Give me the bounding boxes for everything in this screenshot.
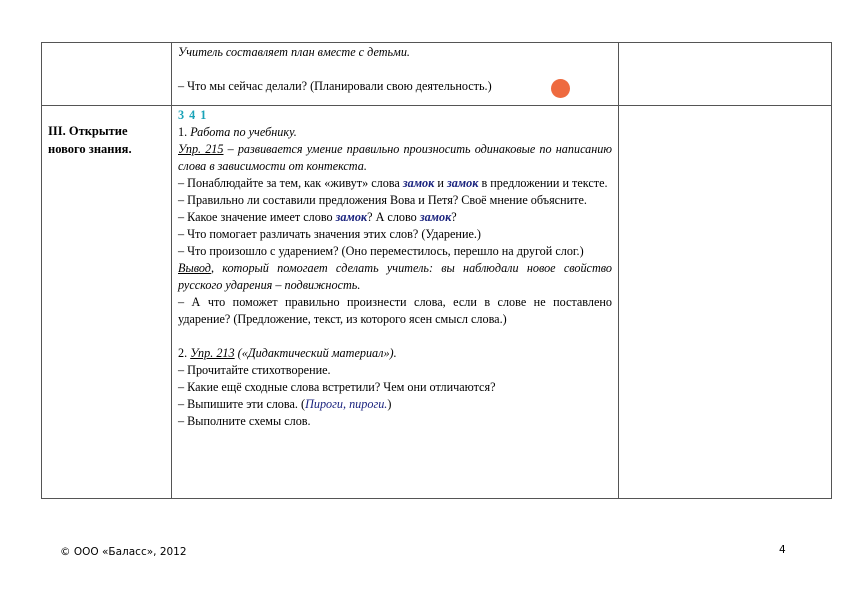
text-line: – Что произошло с ударением? (Оно переместилось, перешло на другой слог.) (178, 244, 584, 258)
stage-cell-empty (42, 43, 172, 106)
text-line: – Правильно ли составили предложения Вова и Петя? Своё мнение объясните. (178, 193, 587, 207)
lesson-table (41, 42, 832, 499)
content-cell (172, 106, 619, 499)
text-line: – Какие ещё сходные слова встретили? Чем они отличаются? (178, 380, 496, 394)
text-line: – Прочитайте стихотворение. (178, 363, 331, 377)
exercise-ref: Упр. 213 (190, 346, 235, 360)
conclusion-line: Вывод, который помогает сделать учитель: вы наблюдали новое свойство русского ударения – подвижность. (178, 261, 612, 292)
exercise-line: Упр. 215 – развивается умение правильно произносить одинаковые по написанию слова в зависимости от контекста. (178, 142, 612, 173)
notes-cell (619, 43, 832, 106)
table-row (42, 106, 832, 499)
table-row (42, 43, 832, 106)
text-line: Учитель составляет план вместе с детьми. (178, 45, 410, 59)
text-line: – Что мы сейчас делали? (Планировали свою деятельность.) (178, 79, 492, 93)
conclusion-word: Вывод (178, 261, 211, 275)
keyword: замок (335, 210, 368, 224)
keyword: замок (446, 176, 479, 190)
text-line: – А что поможет правильно произнести слова, если в слове не поставлено ударение? (Предложение, текст, из которого ясен смысл слова.) (178, 295, 612, 326)
step-numbers: 3 4 1 (178, 108, 208, 122)
text-line: – Выполните схемы слов. (178, 414, 311, 428)
stage-cell (42, 106, 172, 499)
exercise-line: 2. Упр. 213 («Дидактический материал»). (178, 346, 397, 360)
text-line: – Какое значение имеет слово замок? А слово замок? (178, 210, 457, 224)
text-line: – Понаблюдайте за тем, как «живут» слова замок и замок в предложении и тексте. (178, 176, 608, 190)
exercise-ref: Упр. 215 (178, 142, 224, 156)
keyword: замок (419, 210, 452, 224)
highlight-words: Пироги, пироги. (305, 397, 388, 411)
page-number: 4 (779, 544, 786, 556)
keyword: замок (402, 176, 435, 190)
copyright-footer: © ООО «Баласс», 2012 (60, 546, 187, 558)
marker-dot-icon (551, 79, 570, 98)
content-cell (172, 43, 619, 106)
stage-title: III. Открытие нового знания. (48, 124, 132, 156)
text-line: – Выпишите эти слова. (Пироги, пироги.) (178, 397, 392, 411)
text-line: 1. Работа по учебнику. (178, 125, 297, 139)
text-line: – Что помогает различать значения этих слов? (Ударение.) (178, 227, 481, 241)
notes-cell (619, 106, 832, 499)
